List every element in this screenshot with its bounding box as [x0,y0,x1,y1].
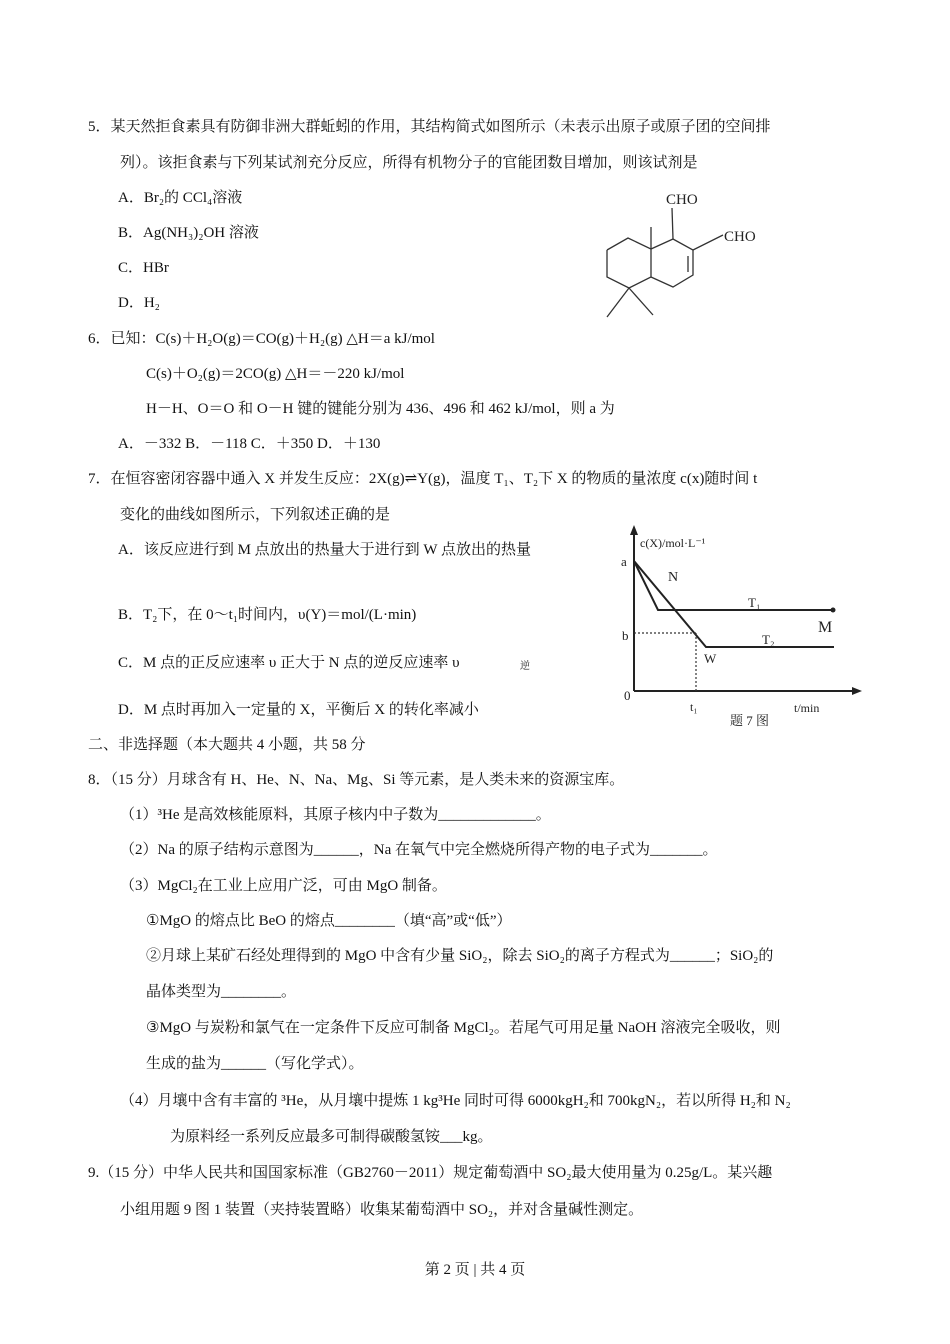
q7-option-a: A．该反应进行到 M 点放出的热量大于进行到 W 点放出的热量 [118,542,532,558]
q7-option-d: D．M 点时再加入一定量的 X，平衡后 X 的转化率减小 [118,702,479,718]
q7-option-c-subscript: 逆 [520,661,530,672]
q8-part4-line1: （4）月壤中含有丰富的 ³He，从月壤中提炼 1 kg³He 同时可得 6000kgH₂和 700kgN₂，若以所得 H₂和 N₂ [120,1093,791,1109]
q5-option-a: A．Br₂的 CCl₄溶液 [118,190,243,206]
y-axis-label: c(X)/mol·L⁻¹ [640,536,706,550]
q8-part1: （1）³He 是高效核能原料，其原子核内中子数为_____________。 [120,807,551,823]
tick-a: a [621,554,627,569]
point-w-label: W [704,651,717,666]
point-n-label: N [668,570,679,585]
cho-label-right: CHO [724,229,756,245]
q8-part3b-line2: 晶体类型为________。 [146,984,297,1000]
t2-curve-label: T₂ [762,632,775,647]
q7-option-b: B．T₂下，在 0～t₁时间内，υ(Y)＝mol/(L·min) [118,607,417,623]
q7-option-c: C．M 点的正反应速率 υ 正大于 N 点的逆反应速率 υ [118,655,460,671]
origin-label: 0 [624,688,631,703]
q8-stem: 8．（15 分）月球含有 H、He、N、Na、Mg、Si 等元素，是人类未来的资源宝库。 [88,772,625,788]
q9-stem-line2: 小组用题 9 图 1 装置（夹持装置略）收集某葡萄酒中 SO₂，并对含量碱性测定。 [120,1202,644,1218]
cho-label-top: CHO [666,192,698,208]
q9-stem-line1: 9.（15 分）中华人民共和国国家标准（GB2760－2011）规定葡萄酒中 SO₂最大使用量为 0.25g/L。某兴趣 [88,1165,773,1181]
page-footer: 第 2 页 | 共 4 页 [424,1262,526,1278]
section-2-heading: 二、非选择题（本大题共 4 小题，共 58 分 [88,737,366,753]
x-axis-label: t/min [794,701,820,715]
figure-caption: 题 7 图 [730,713,770,728]
q6-options: A．－332 B．－118 C．＋350 D．＋130 [118,436,381,452]
q6-line2: C(s)＋O₂(g)＝2CO(g) △H＝－220 kJ/mol [146,366,405,382]
q8-part3c-line1: ③MgO 与炭粉和氯气在一定条件下反应可制备 MgCl₂。若尾气可用足量 NaOH 溶液完全吸收，则 [146,1020,781,1036]
q8-part2: （2）Na 的原子结构示意图为______，Na 在氧气中完全燃烧所得产物的电子式为_______。 [120,842,718,858]
q8-part4-line2: 为原料经一系列反应最多可制得碳酸氢铵___kg。 [170,1129,493,1145]
t1-curve-label: T₁ [748,595,761,610]
q8-part3: （3）MgCl₂在工业上应用广泛，可由 MgO 制备。 [120,878,447,894]
q5-option-c: C．HBr [118,260,169,276]
q7-stem-line1: 7．在恒容密闭容器中通入 X 并发生反应：2X(g)⇌Y(g)，温度 T₁、T₂下 X 的物质的量浓度 c(x)随时间 t [88,471,758,487]
tick-t1: t₁ [690,700,698,714]
tick-b: b [622,628,629,643]
q5-option-d: D．H₂ [118,295,160,311]
q6-line3: H－H、O＝O 和 O－H 键的键能分别为 436、496 和 462 kJ/mol，则 a 为 [146,401,615,417]
q5-stem-line1: 5．某天然拒食素具有防御非洲大群蚯蚓的作用，其结构简式如图所示（未表示出原子或原子团的空间排 [88,119,771,135]
q6-line1: 6．已知：C(s)＋H₂O(g)＝CO(g)＋H₂(g) △H＝a kJ/mol [88,331,435,347]
point-m-label: M [818,619,833,636]
q5-option-b: B．Ag(NH₃)₂OH 溶液 [118,225,259,241]
q5-stem-line2: 列）。该拒食素与下列某试剂充分反应，所得有机物分子的官能团数目增加，则该试剂是 [120,155,698,171]
q8-part3c-line2: 生成的盐为______（写化学式）。 [146,1056,364,1072]
q8-part3a: ①MgO 的熔点比 BeO 的熔点________（填“高”或“低”） [146,913,512,929]
q8-part3b-line1: ②月球上某矿石经处理得到的 MgO 中含有少量 SiO₂，除去 SiO₂的离子方程式为______；SiO₂的 [146,948,774,964]
q7-stem-line2: 变化的曲线如图所示，下列叙述正确的是 [120,507,391,523]
